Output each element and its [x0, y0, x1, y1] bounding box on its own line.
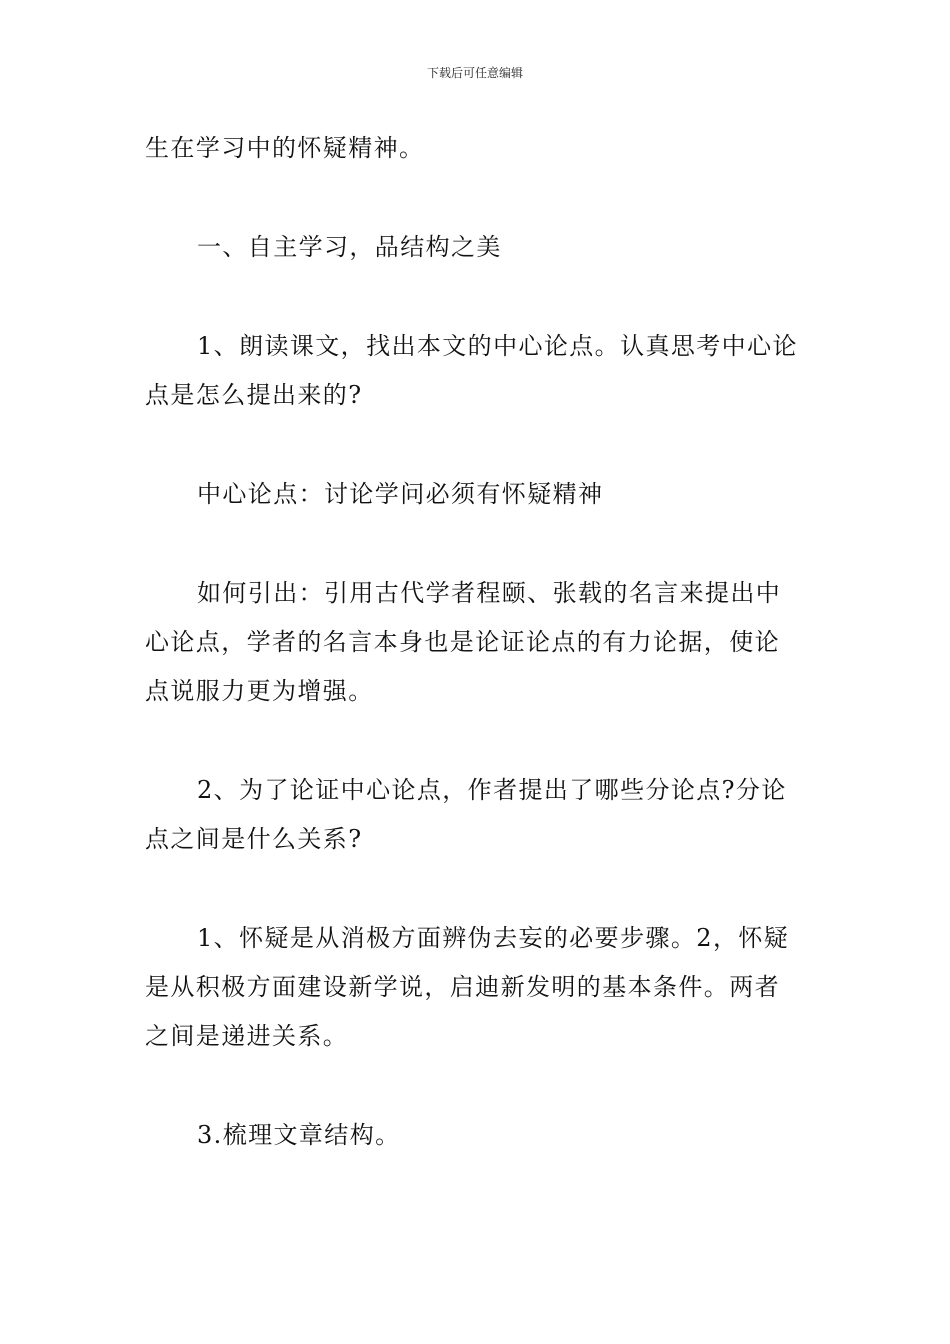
question-2: 2、为了论证中心论点，作者提出了哪些分论点?分论点之间是什么关系?	[145, 776, 787, 853]
question-3: 3.梳理文章结构。	[197, 1121, 401, 1149]
page-header: 下载后可任意编辑	[426, 66, 523, 80]
question-1: 1、朗读课文，找出本文的中心论点。认真思考中心论点是怎么提出来的?	[145, 332, 798, 409]
document-body	[145, 124, 805, 1160]
answer-2: 1、怀疑是从消极方面辨伪去妄的必要步骤。2，怀疑是从积极方面建设新学说，启迪新发明的基本条件。两者之间是递进关系。	[145, 924, 790, 1050]
central-argument: 中心论点：讨论学问必须有怀疑精神	[197, 480, 604, 508]
how-introduced: 如何引出：引用古代学者程颐、张载的名言来提出中心论点，学者的名言本身也是论证论点的有力论据，使论点说服力更为增强。	[145, 579, 782, 705]
paragraph-continuation: 生在学习中的怀疑精神。	[145, 134, 425, 162]
section-heading-1: 一、自主学习，品结构之美	[197, 233, 502, 261]
